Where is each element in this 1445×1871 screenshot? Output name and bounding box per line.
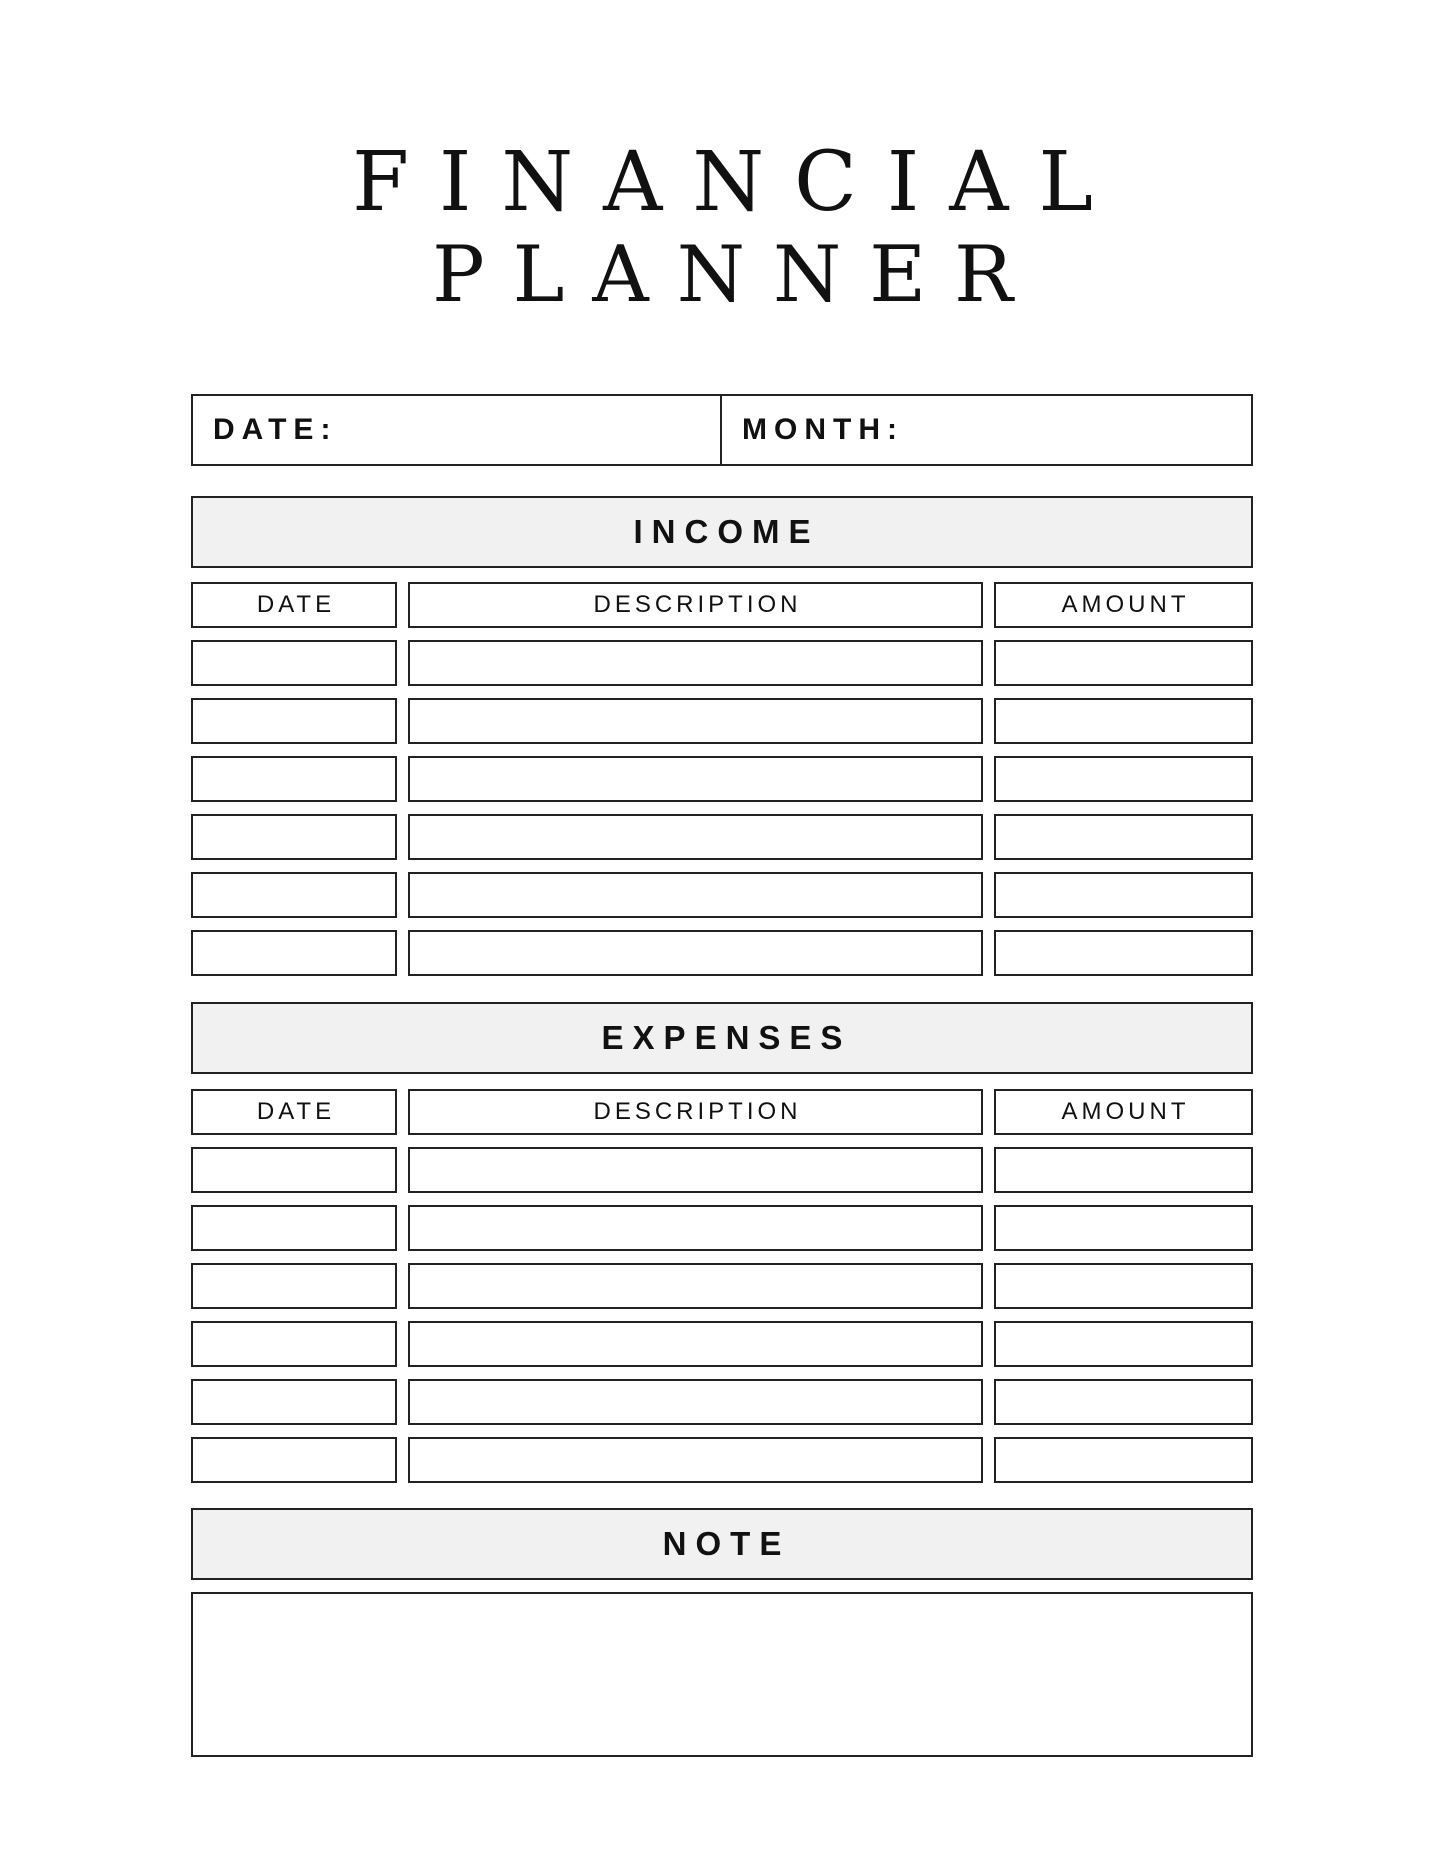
income-row-2-description-cell[interactable] xyxy=(408,698,983,744)
note-heading-label: NOTE xyxy=(662,1525,791,1562)
expenses-row-4-amount-cell[interactable] xyxy=(994,1321,1253,1367)
title-line-planner: PLANNER xyxy=(432,230,1041,320)
income-col-header-description: DESCRIPTION xyxy=(408,582,983,628)
expenses-row-6-description-cell[interactable] xyxy=(408,1437,983,1483)
expenses-row-3-date-cell[interactable] xyxy=(191,1263,397,1309)
expenses-row-5-description-cell[interactable] xyxy=(408,1379,983,1425)
expenses-row-1-date-cell[interactable] xyxy=(191,1147,397,1193)
month-field[interactable] xyxy=(720,394,1253,466)
date-field-label: DATE: xyxy=(213,413,338,446)
income-row-5-description-cell[interactable] xyxy=(408,872,983,918)
expenses-row-2-date-cell[interactable] xyxy=(191,1205,397,1251)
income-row-5-amount-cell[interactable] xyxy=(994,872,1253,918)
income-row-1-amount-cell[interactable] xyxy=(994,640,1253,686)
expenses-row-2-description-cell[interactable] xyxy=(408,1205,983,1251)
expenses-heading xyxy=(191,1002,1253,1074)
expenses-row-6-date-cell[interactable] xyxy=(191,1437,397,1483)
income-row-3-description-cell[interactable] xyxy=(408,756,983,802)
income-row-1-description-cell[interactable] xyxy=(408,640,983,686)
income-heading xyxy=(191,496,1253,568)
income-col-header-amount: AMOUNT xyxy=(994,582,1253,628)
note-heading xyxy=(191,1508,1253,1580)
income-row-3-amount-cell[interactable] xyxy=(994,756,1253,802)
expenses-col-header-amount: AMOUNT xyxy=(994,1089,1253,1135)
expenses-col-header-description: DESCRIPTION xyxy=(408,1089,983,1135)
expenses-heading-label: EXPENSES xyxy=(601,1019,852,1056)
income-col-header-date: DATE xyxy=(191,582,397,628)
income-row-4-description-cell[interactable] xyxy=(408,814,983,860)
income-row-6-description-cell[interactable] xyxy=(408,930,983,976)
income-row-2-date-cell[interactable] xyxy=(191,698,397,744)
date-field[interactable] xyxy=(191,394,722,466)
expenses-row-1-description-cell[interactable] xyxy=(408,1147,983,1193)
expenses-row-4-description-cell[interactable] xyxy=(408,1321,983,1367)
expenses-row-5-amount-cell[interactable] xyxy=(994,1379,1253,1425)
month-field-label: MONTH: xyxy=(742,413,904,446)
title-line-financial: FINANCIAL xyxy=(352,135,1123,230)
income-row-6-amount-cell[interactable] xyxy=(994,930,1253,976)
income-row-3-date-cell[interactable] xyxy=(191,756,397,802)
income-row-6-date-cell[interactable] xyxy=(191,930,397,976)
income-row-4-date-cell[interactable] xyxy=(191,814,397,860)
expenses-row-3-description-cell[interactable] xyxy=(408,1263,983,1309)
income-heading-label: INCOME xyxy=(633,513,820,550)
expenses-row-5-date-cell[interactable] xyxy=(191,1379,397,1425)
expenses-row-2-amount-cell[interactable] xyxy=(994,1205,1253,1251)
income-row-5-date-cell[interactable] xyxy=(191,872,397,918)
expenses-row-1-amount-cell[interactable] xyxy=(994,1147,1253,1193)
expenses-col-header-date: DATE xyxy=(191,1089,397,1135)
expenses-row-3-amount-cell[interactable] xyxy=(994,1263,1253,1309)
expenses-row-4-date-cell[interactable] xyxy=(191,1321,397,1367)
income-row-4-amount-cell[interactable] xyxy=(994,814,1253,860)
expenses-row-6-amount-cell[interactable] xyxy=(994,1437,1253,1483)
note-box[interactable] xyxy=(191,1592,1253,1757)
income-row-2-amount-cell[interactable] xyxy=(994,698,1253,744)
income-row-1-date-cell[interactable] xyxy=(191,640,397,686)
